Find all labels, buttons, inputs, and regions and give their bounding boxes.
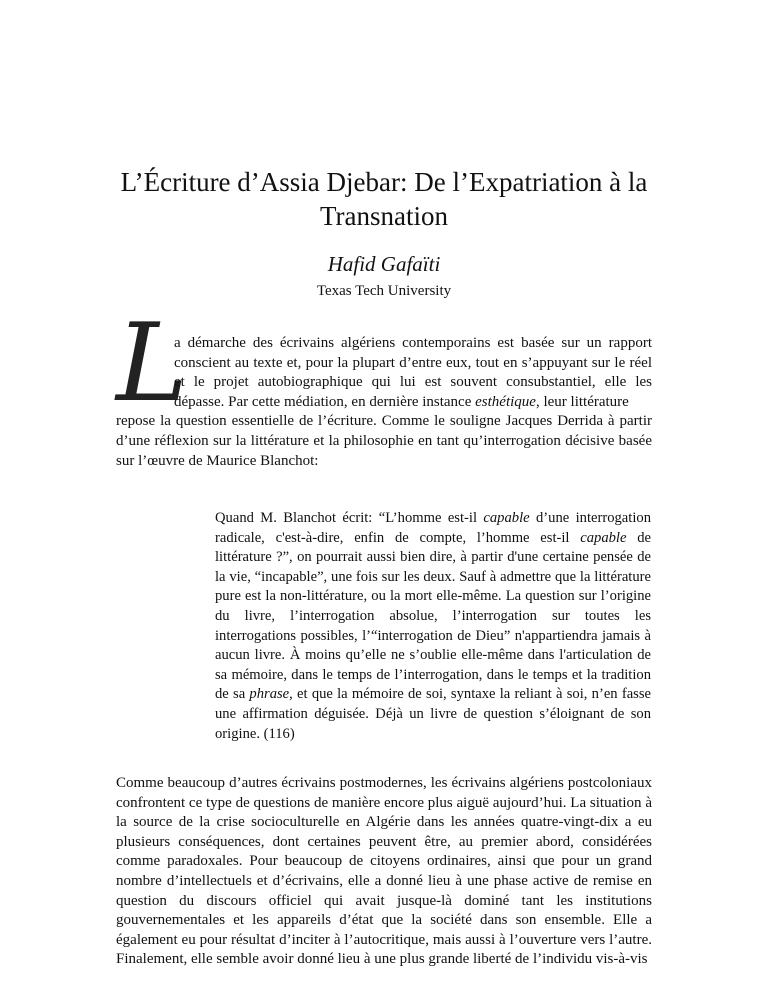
body-paragraph: Comme beaucoup d’autres écrivains postmodernes, les écrivains algériens postcoloniaux confrontent ce type de questions de manière encore plus aiguë aujourd’hui. La situation à la source de la crise socioculturelle en Algérie dans les années quatre-vingt-dix a eu plusieurs conséquences, dont certaines peuvent être, au premier abord, considérées comme paradoxales. Pour beaucoup de citoyens ordinaires, ainsi que pour un grand nombre d’intellectuels et d’écrivains, elle a donné lieu à une phase active de remise en question du discours officiel qui avait jusque-là dominé tant les institutions gouvernementales et les appareils d’état que la société dans son ensemble. Elle a également eu pour résultat d’inciter à l’autocritique, mais aussi à l’ouverture vers l’autre. Finalement, elle semble avoir donné lieu à une plus grande liberté de l’individu vis-à-vis: [116, 775, 652, 968]
quote-text-c: de littérature ?”, on pourrait aussi bien dire, à partir d'une certaine pensée de la vie, “incapable”, une fois sur les deux. Sauf à admettre que la littérature pure est la non-littérature, ou la mort elle-même. La question sur l’origine du livre, l’interrogation absolue, l’interrogation sur toutes les interrogations possibles, l’“interrogation de Dieu” n'appartiendra jamais à aucun livre. À moins qu’elle ne s’oublie elle-même dans l'articulation de sa mémoire, dans le temps de l’interrogation, dans le temps et la tradition de sa: [215, 529, 651, 703]
intro-text: a démarche des écrivains algériens contemporains est basée sur un rapport conscient au texte et, pour la plupart d’entre eux, tout en s’appuyant sur le réel et le projet autobiographique qui lui est souvent consubstantiel, elle les dépasse. Par cette médiation, en dernière instance: [174, 335, 652, 410]
block-quote: [215, 509, 651, 744]
article-title: L’Écriture d’Assia Djebar: De l’Expatriation à la Transnation: [120, 167, 648, 231]
drop-cap: L: [116, 301, 188, 426]
intro-indented-lines: [116, 334, 652, 412]
quote-text-a: Quand M. Blanchot écrit: “L’homme est-il: [215, 510, 484, 526]
quote-emphasis-3: phrase: [249, 686, 290, 703]
quote-emphasis-2: capable: [580, 529, 627, 546]
author-affiliation: Texas Tech University: [316, 283, 452, 299]
author-name: Hafid Gafaïti: [327, 252, 441, 276]
quote-emphasis-1: capable: [483, 510, 530, 526]
intro-text-continued: repose la question essentielle de l’écriture. Comme le souligne Jacques Derrida à partir d’une réflexion sur la littérature et la philosophie en tant qu’interrogation décisive basée sur l’œuvre de Maurice Blanchot:: [116, 413, 652, 469]
intro-text-end: , leur littérature: [535, 393, 629, 410]
quote-text-b: d’une interrogation radicale, c'est-à-dire, enfin de compte, l’homme est-il: [215, 510, 651, 546]
quote-text-d: , et que la mémoire de soi, syntaxe la reliant à soi, n’en fasse une affirmation déguisée. Déjà un livre de question s’éloignant de son origine. (116): [215, 686, 652, 742]
intro-emphasis: esthétique: [475, 393, 536, 410]
intro-paragraph: [116, 334, 652, 471]
